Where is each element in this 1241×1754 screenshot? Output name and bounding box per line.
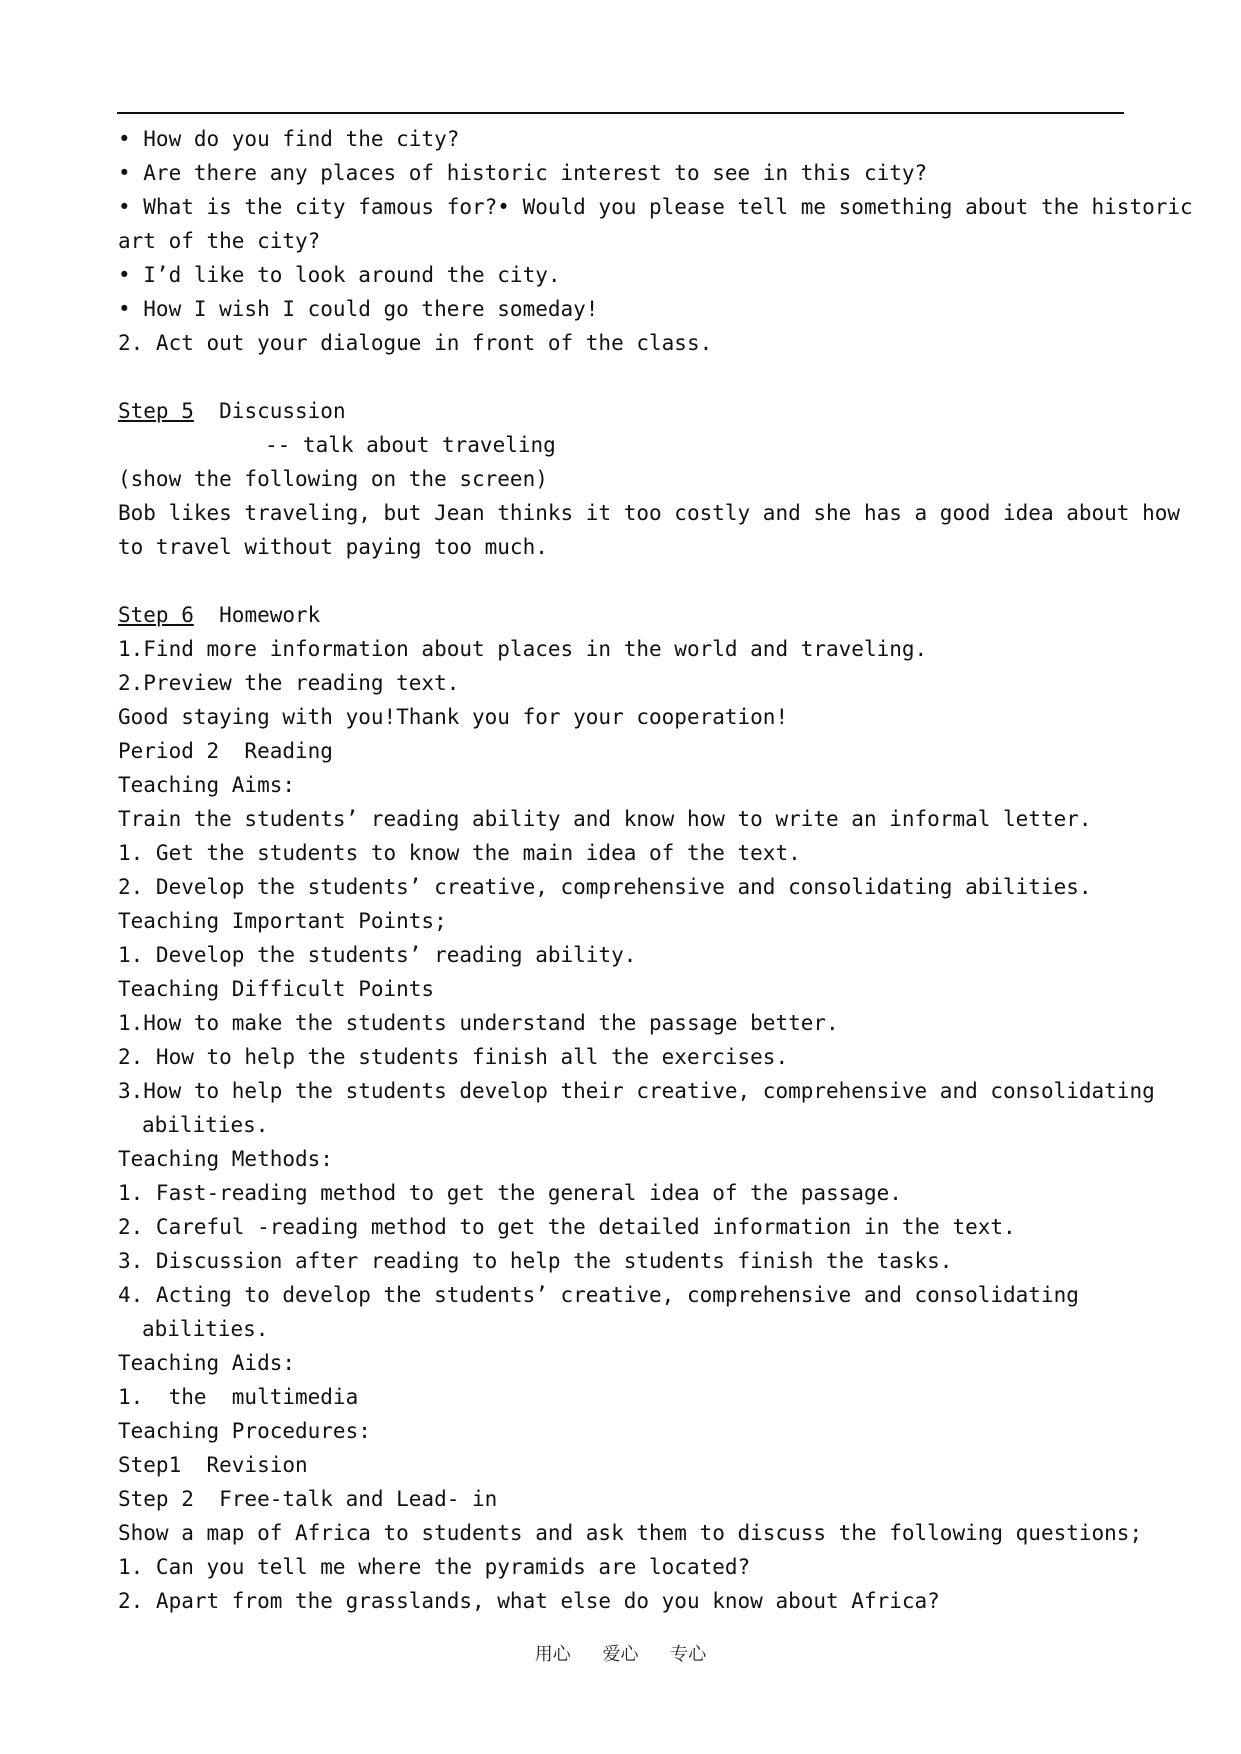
- aids-heading: Teaching Aids:: [118, 1351, 296, 1375]
- procedure-step1: Step1 Revision: [118, 1453, 308, 1477]
- step6-title: Homework: [219, 603, 321, 627]
- bullet-historic-places: • Are there any places of historic interest to see in this city?: [118, 161, 928, 185]
- aims-item: 1. Get the students to know the main idea of the text.: [118, 841, 801, 865]
- step5-subtitle: -- talk about traveling: [265, 433, 556, 457]
- aims-heading: Teaching Aims:: [118, 773, 296, 797]
- bullet-look-around: • I’d like to look around the city.: [118, 263, 561, 287]
- step5-paragraph-line2: to travel without paying too much.: [118, 535, 548, 559]
- spacer: [118, 564, 1123, 598]
- difficult-item: 1.How to make the students understand the passage better.: [118, 1011, 839, 1035]
- aims-item: Train the students’ reading ability and know how to write an informal letter.: [118, 807, 1092, 831]
- step5-label: Step 5: [118, 399, 194, 423]
- homework-item: 2.Preview the reading text.: [118, 671, 460, 695]
- step5-paragraph-line1: Bob likes traveling, but Jean thinks it too costly and she has a good idea about how: [118, 501, 1181, 525]
- header-rule: [117, 112, 1124, 114]
- aids-item: 1. the multimedia: [118, 1385, 359, 1409]
- homework-item: 1.Find more information about places in the world and traveling.: [118, 637, 928, 661]
- important-heading: Teaching Important Points;: [118, 909, 447, 933]
- act-out-instruction: 2. Act out your dialogue in front of the class.: [118, 331, 713, 355]
- step6-label: Step 6: [118, 603, 194, 627]
- methods-heading: Teaching Methods:: [118, 1147, 333, 1171]
- closing-line: Good staying with you!Thank you for your cooperation!: [118, 705, 789, 729]
- question-item: 2. Apart from the grasslands, what else do you know about Africa?: [118, 1589, 940, 1613]
- methods-item-cont: abilities.: [142, 1317, 269, 1341]
- period2-title: Period 2 Reading: [118, 739, 333, 763]
- methods-item: 3. Discussion after reading to help the students finish the tasks.: [118, 1249, 953, 1273]
- difficult-item: 2. How to help the students finish all the exercises.: [118, 1045, 789, 1069]
- page-footer: 用心 爱心 专心: [534, 1644, 707, 1665]
- bullet-city-famous-cont: art of the city?: [118, 229, 321, 253]
- bullet-wish: • How I wish I could go there someday!: [118, 297, 599, 321]
- procedure-step2: Step 2 Free-talk and Lead- in: [118, 1487, 498, 1511]
- methods-item: 1. Fast-reading method to get the general idea of the passage.: [118, 1181, 902, 1205]
- document-body: [118, 122, 1193, 1618]
- step6-heading: [118, 598, 1123, 632]
- bullet-find-city: • How do you find the city?: [118, 127, 460, 151]
- methods-item: 2. Careful -reading method to get the detailed information in the text.: [118, 1215, 1016, 1239]
- spacer: [118, 360, 1123, 394]
- important-item: 1. Develop the students’ reading ability.: [118, 943, 637, 967]
- bullet-city-famous: • What is the city famous for?• Would you please tell me something about the historic: [118, 195, 1193, 219]
- aims-item: 2. Develop the students’ creative, comprehensive and consolidating abilities.: [118, 875, 1092, 899]
- methods-item: 4. Acting to develop the students’ creative, comprehensive and consolidating: [118, 1283, 1079, 1307]
- procedure-step2-intro: Show a map of Africa to students and ask them to discuss the following questions;: [118, 1521, 1143, 1545]
- question-item: 1. Can you tell me where the pyramids are located?: [118, 1555, 751, 1579]
- difficult-item: 3.How to help the students develop their creative, comprehensive and consolidating: [118, 1079, 1155, 1103]
- step5-heading: [118, 394, 1123, 428]
- procedures-heading: Teaching Procedures:: [118, 1419, 371, 1443]
- step5-note: (show the following on the screen): [118, 467, 548, 491]
- difficult-heading: Teaching Difficult Points: [118, 977, 435, 1001]
- difficult-item-cont: abilities.: [142, 1113, 269, 1137]
- step5-title: Discussion: [219, 399, 346, 423]
